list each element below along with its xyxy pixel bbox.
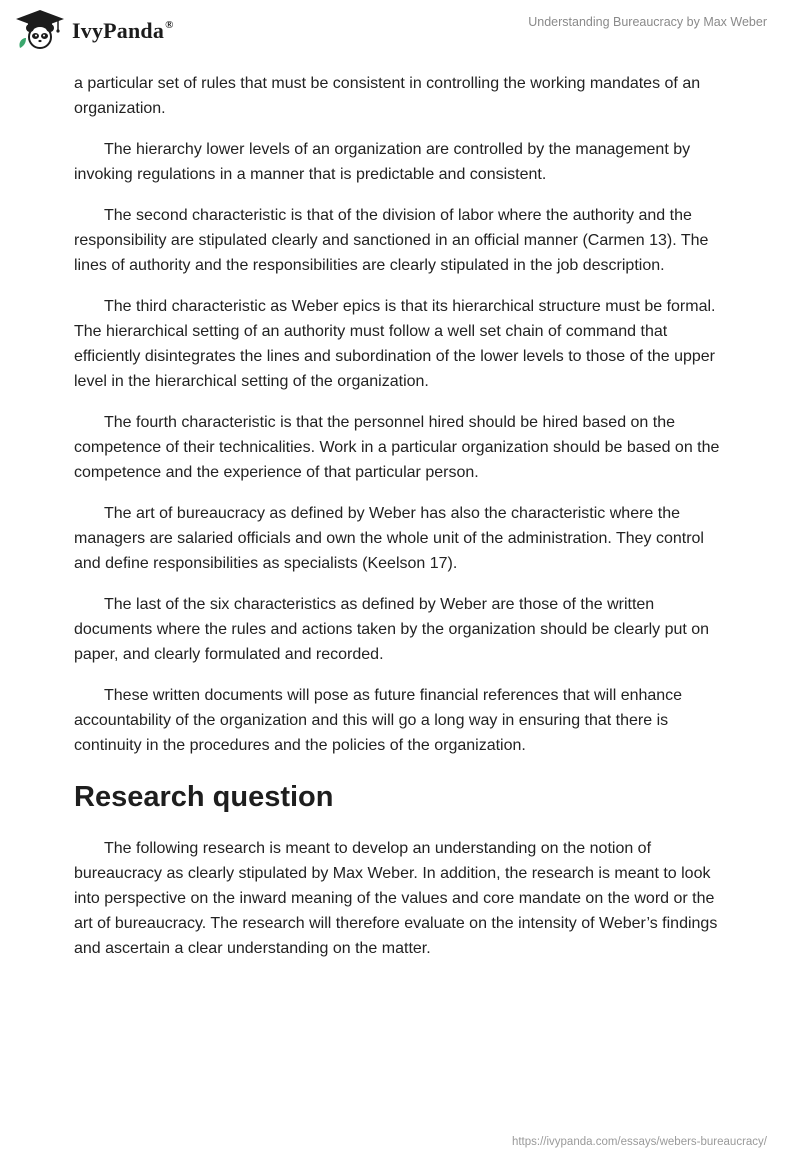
document-title: Understanding Bureaucracy by Max Weber xyxy=(528,15,767,29)
page-header xyxy=(0,0,800,70)
paragraph: The fourth characteristic is that the personnel hired should be hired based on the competence of their technicalities. Work in a particular organization should be based on the competence and the experience of that particular person. xyxy=(74,414,720,481)
panda-graduate-icon xyxy=(14,8,66,50)
ivypanda-logo[interactable] xyxy=(14,8,174,50)
paragraph: The third characteristic as Weber epics is that its hierarchical structure must be formal. The hierarchical setting of an authority must follow a well set chain of command that efficiently disintegrates the lines and subordination of the lower levels to those of the upper level in the hierarchical setting of the organization. xyxy=(74,298,716,390)
section-heading: Research question xyxy=(74,781,334,813)
paragraph: a particular set of rules that must be consistent in controlling the working mandates of an organization. xyxy=(74,75,701,117)
paragraph: The second characteristic is that of the division of labor where the authority and the responsibility are stipulated clearly and sanctioned in an official manner (Carmen 13). The lines of authority and the responsibilities are clearly stipulated in the job description. xyxy=(74,207,709,274)
paragraph: These written documents will pose as future financial references that will enhance accountability of the organization and this will go a long way in ensuring that there is continuity in the procedures and the policies of the organization. xyxy=(74,687,683,754)
source-url[interactable]: https://ivypanda.com/essays/webers-bureaucracy/ xyxy=(511,1136,767,1148)
essay-content xyxy=(74,71,734,977)
paragraph: The following research is meant to develop an understanding on the notion of bureaucracy as clearly stipulated by Max Weber. In addition, the research is meant to look into perspective on the inward meaning of the values and core mandate on the word or the art of bureaucracy. The research will therefore evaluate on the intensity of Weber’s findings and ascertain a clear understanding on the matter. xyxy=(74,840,718,957)
paragraph: The art of bureaucracy as defined by Weber has also the characteristic where the managers are salaried officials and own the whole unit of the administration. They control and define responsibilities as specialists (Keelson 17). xyxy=(74,505,704,572)
paragraph: The hierarchy lower levels of an organization are controlled by the management by invoking regulations in a manner that is predictable and consistent. xyxy=(74,141,691,183)
brand-name: IvyPanda® xyxy=(72,18,174,43)
paragraph: The last of the six characteristics as defined by Weber are those of the written documents where the rules and actions taken by the organization should be clearly put on paper, and clearly formulated and recorded. xyxy=(74,596,710,663)
